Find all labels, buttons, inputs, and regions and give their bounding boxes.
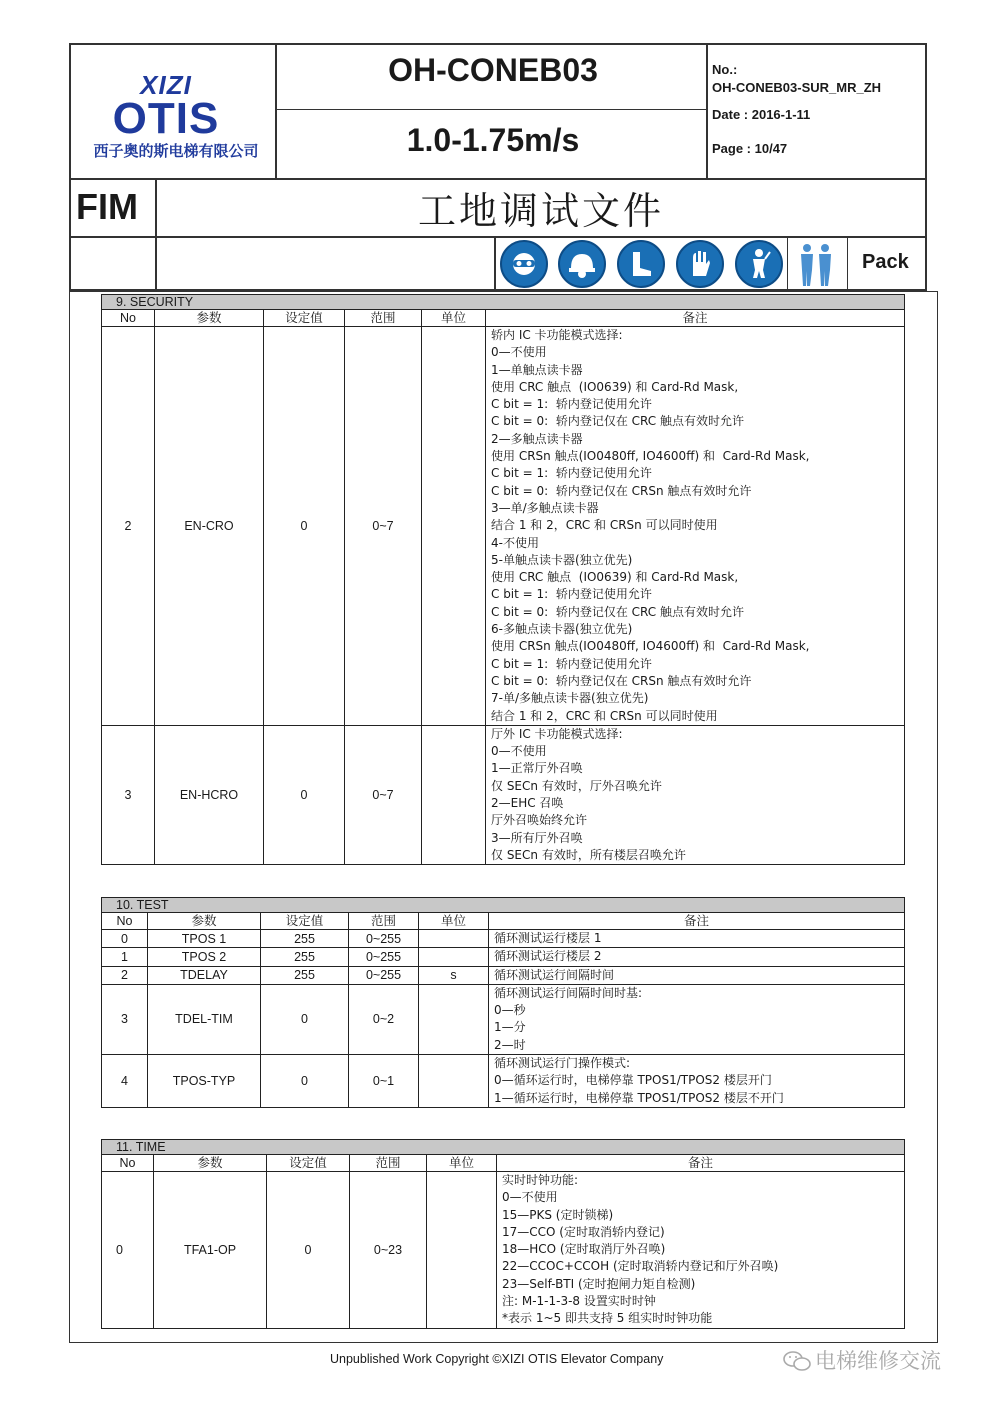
cell-range: 0~7 (345, 327, 422, 726)
chinese-title: 工地调试文件 (417, 189, 664, 233)
helmet-icon (558, 240, 606, 288)
cell-param: TDELAY (148, 966, 261, 984)
column-header: 单位 (419, 913, 489, 930)
column-header: 备注 (489, 913, 905, 930)
logo-xizi: XIZI (140, 70, 192, 100)
cell-no: 2 (102, 966, 148, 984)
cell-param: TDEL-TIM (148, 984, 261, 1054)
document-speed: 1.0-1.75m/s (406, 122, 580, 158)
cell-value: 0 (264, 725, 345, 864)
safety-boots-icon (617, 240, 665, 288)
fim-label: FIM (76, 186, 138, 227)
header-divider (155, 180, 157, 290)
wechat-icon (783, 1350, 811, 1377)
cell-param: EN-HCRO (155, 725, 264, 864)
cell-no: 4 (102, 1055, 148, 1108)
table-row (102, 1055, 905, 1108)
cell-param: TPOS 1 (148, 930, 261, 948)
column-header: 参数 (148, 913, 261, 930)
cell-range: 0~1 (349, 1055, 419, 1108)
harness-icon (735, 240, 783, 288)
column-header: 备注 (486, 310, 905, 327)
cell-range: 0~7 (345, 725, 422, 864)
logo-otis: OTIS (112, 94, 220, 143)
header-divider (277, 109, 706, 110)
column-header: 参数 (154, 1155, 267, 1172)
doc-date: Date : 2016-1-11 (712, 107, 811, 122)
cell-no: 3 (102, 984, 148, 1054)
doc-no-value: OH-CONEB03-SUR_MR_ZH (712, 80, 882, 95)
column-header: 范围 (345, 310, 422, 327)
header-divider (494, 238, 496, 290)
table-row (102, 327, 905, 726)
column-header: No (102, 1155, 154, 1172)
doc-page: Page : 10/47 (712, 141, 788, 156)
table-row (102, 966, 905, 984)
cell-unit: s (419, 966, 489, 984)
cell-remark: 循环测试运行间隔时间时基: 0—秒 1—分 2—时 (489, 984, 905, 1054)
cell-value: 255 (261, 948, 349, 966)
cell-unit (419, 984, 489, 1054)
cell-remark: 实时时钟功能: 0—不使用 15—PKS (定时锁梯) 17—CCO (定时取消轿内登记) 18—HCO (定时取消厅外召唤) 22—CCOC+CCOH (定时取消轿内登记和厅外召唤) 23—Self-BTI (定时抱闸力矩自检测) 注: M-1-1-3-8 设置实时时钟 *表示 1~5 即共支持 5 组实时时钟功能 (497, 1172, 905, 1329)
watermark-text: 电梯维修交流 (815, 1349, 941, 1373)
section-title: 11. TIME (102, 1140, 905, 1155)
column-header: 范围 (350, 1155, 427, 1172)
header-divider (847, 238, 848, 290)
test-table (101, 897, 905, 1108)
doc-no-label: No.: (712, 62, 738, 77)
cell-range: 0~255 (349, 966, 419, 984)
cell-value: 0 (267, 1172, 350, 1329)
gloves-icon (676, 240, 724, 288)
cell-unit (419, 930, 489, 948)
cell-remark: 轿内 IC 卡功能模式选择: 0—不使用 1—单触点读卡器 使用 CRC 触点 (IO0639) 和 Card-Rd Mask, C bit = 1: 轿内登记使用允许 C bit = 0: 轿内登记仅在 CRC 触点有效时允许 2—多触点读卡器 使用 CRSn 触点(IO0480ff, IO4600ff) 和 Card-Rd Mask, C bit = 1: 轿内登记使用允许 C bit = 0: 轿内登记仅在 CRSn 触点有效时允许 3—单/多触点读卡器 结合 1 和 2，CRC 和 CRSn 可以同时使用 4-不使用 5-单触点读卡器(独立优先) 使用 CRC 触点 (IO0639) 和 Card-Rd Mask, C bit = 1: 轿内登记使用允许 C bit = 0: 轿内登记仅在 CRC 触点有效时允许 6-多触点读卡器(独立优先) 使用 CRSn 触点(IO0480ff, IO4600ff) 和 Card-Rd Mask, C bit = 1: 轿内登记使用允许 C bit = 0: 轿内登记仅在 CRSn 触点有效时允许 7-单/多触点读卡器(独立优先) 结合 1 和 2，CRC 和 CRSn 可以同时使用 (486, 327, 905, 726)
cell-value: 0 (261, 1055, 349, 1108)
goggles-icon (500, 240, 548, 288)
document-title: OH-CONEB03 (388, 52, 598, 88)
cell-unit (419, 1055, 489, 1108)
cell-unit (427, 1172, 497, 1329)
column-header: 设定值 (267, 1155, 350, 1172)
column-header: 参数 (155, 310, 264, 327)
cell-remark: 循环测试运行楼层 2 (489, 948, 905, 966)
section-title: 10. TEST (102, 898, 905, 913)
cell-no: 2 (102, 327, 155, 726)
copyright-footer: Unpublished Work Copyright ©XIZI OTIS Elevator Company (330, 1352, 664, 1366)
column-header: 备注 (497, 1155, 905, 1172)
time-table (101, 1139, 905, 1329)
column-header: 设定值 (261, 913, 349, 930)
cell-param: TFA1-OP (154, 1172, 267, 1329)
column-header: 设定值 (264, 310, 345, 327)
cell-no: 1 (102, 948, 148, 966)
cell-param: TPOS-TYP (148, 1055, 261, 1108)
cell-remark: 循环测试运行间隔时间 (489, 966, 905, 984)
cell-no: 3 (102, 725, 155, 864)
cell-value: 255 (261, 966, 349, 984)
section-title: 9. SECURITY (102, 295, 905, 310)
cell-remark: 循环测试运行门操作模式: 0—循环运行时，电梯停靠 TPOS1/TPOS2 楼层开门 1—循环运行时，电梯停靠 TPOS1/TPOS2 楼层不开门 (489, 1055, 905, 1108)
column-header: 范围 (349, 913, 419, 930)
logo-company-name: 西子奥的斯电梯有限公司 (93, 142, 259, 160)
cell-unit (419, 948, 489, 966)
header-divider (787, 238, 788, 290)
cell-no: 0 (102, 930, 148, 948)
cell-range: 0~255 (349, 948, 419, 966)
workers-icon (792, 238, 842, 290)
security-table (101, 294, 905, 865)
column-header: 单位 (427, 1155, 497, 1172)
cell-value: 0 (264, 327, 345, 726)
cell-value: 0 (261, 984, 349, 1054)
cell-unit (422, 725, 486, 864)
table-row (102, 948, 905, 966)
table-row (102, 930, 905, 948)
cell-range: 0~2 (349, 984, 419, 1054)
cell-param: TPOS 2 (148, 948, 261, 966)
cell-value: 255 (261, 930, 349, 948)
cell-no: 0 (102, 1172, 154, 1329)
column-header: No (102, 310, 155, 327)
table-row (102, 984, 905, 1054)
column-header: 单位 (422, 310, 486, 327)
cell-range: 0~255 (349, 930, 419, 948)
cell-range: 0~23 (350, 1172, 427, 1329)
cell-remark: 厅外 IC 卡功能模式选择: 0—不使用 1—正常厅外召唤 仅 SECn 有效时，厅外召唤允许 2—EHC 召唤 厅外召唤始终允许 3—所有厅外召唤 仅 SECn 有效时，所有楼层召唤允许 (486, 725, 905, 864)
cell-unit (422, 327, 486, 726)
table-row (102, 1172, 905, 1329)
pack-label: Pack (862, 251, 909, 273)
table-row (102, 725, 905, 864)
cell-remark: 循环测试运行楼层 1 (489, 930, 905, 948)
cell-param: EN-CRO (155, 327, 264, 726)
column-header: No (102, 913, 148, 930)
